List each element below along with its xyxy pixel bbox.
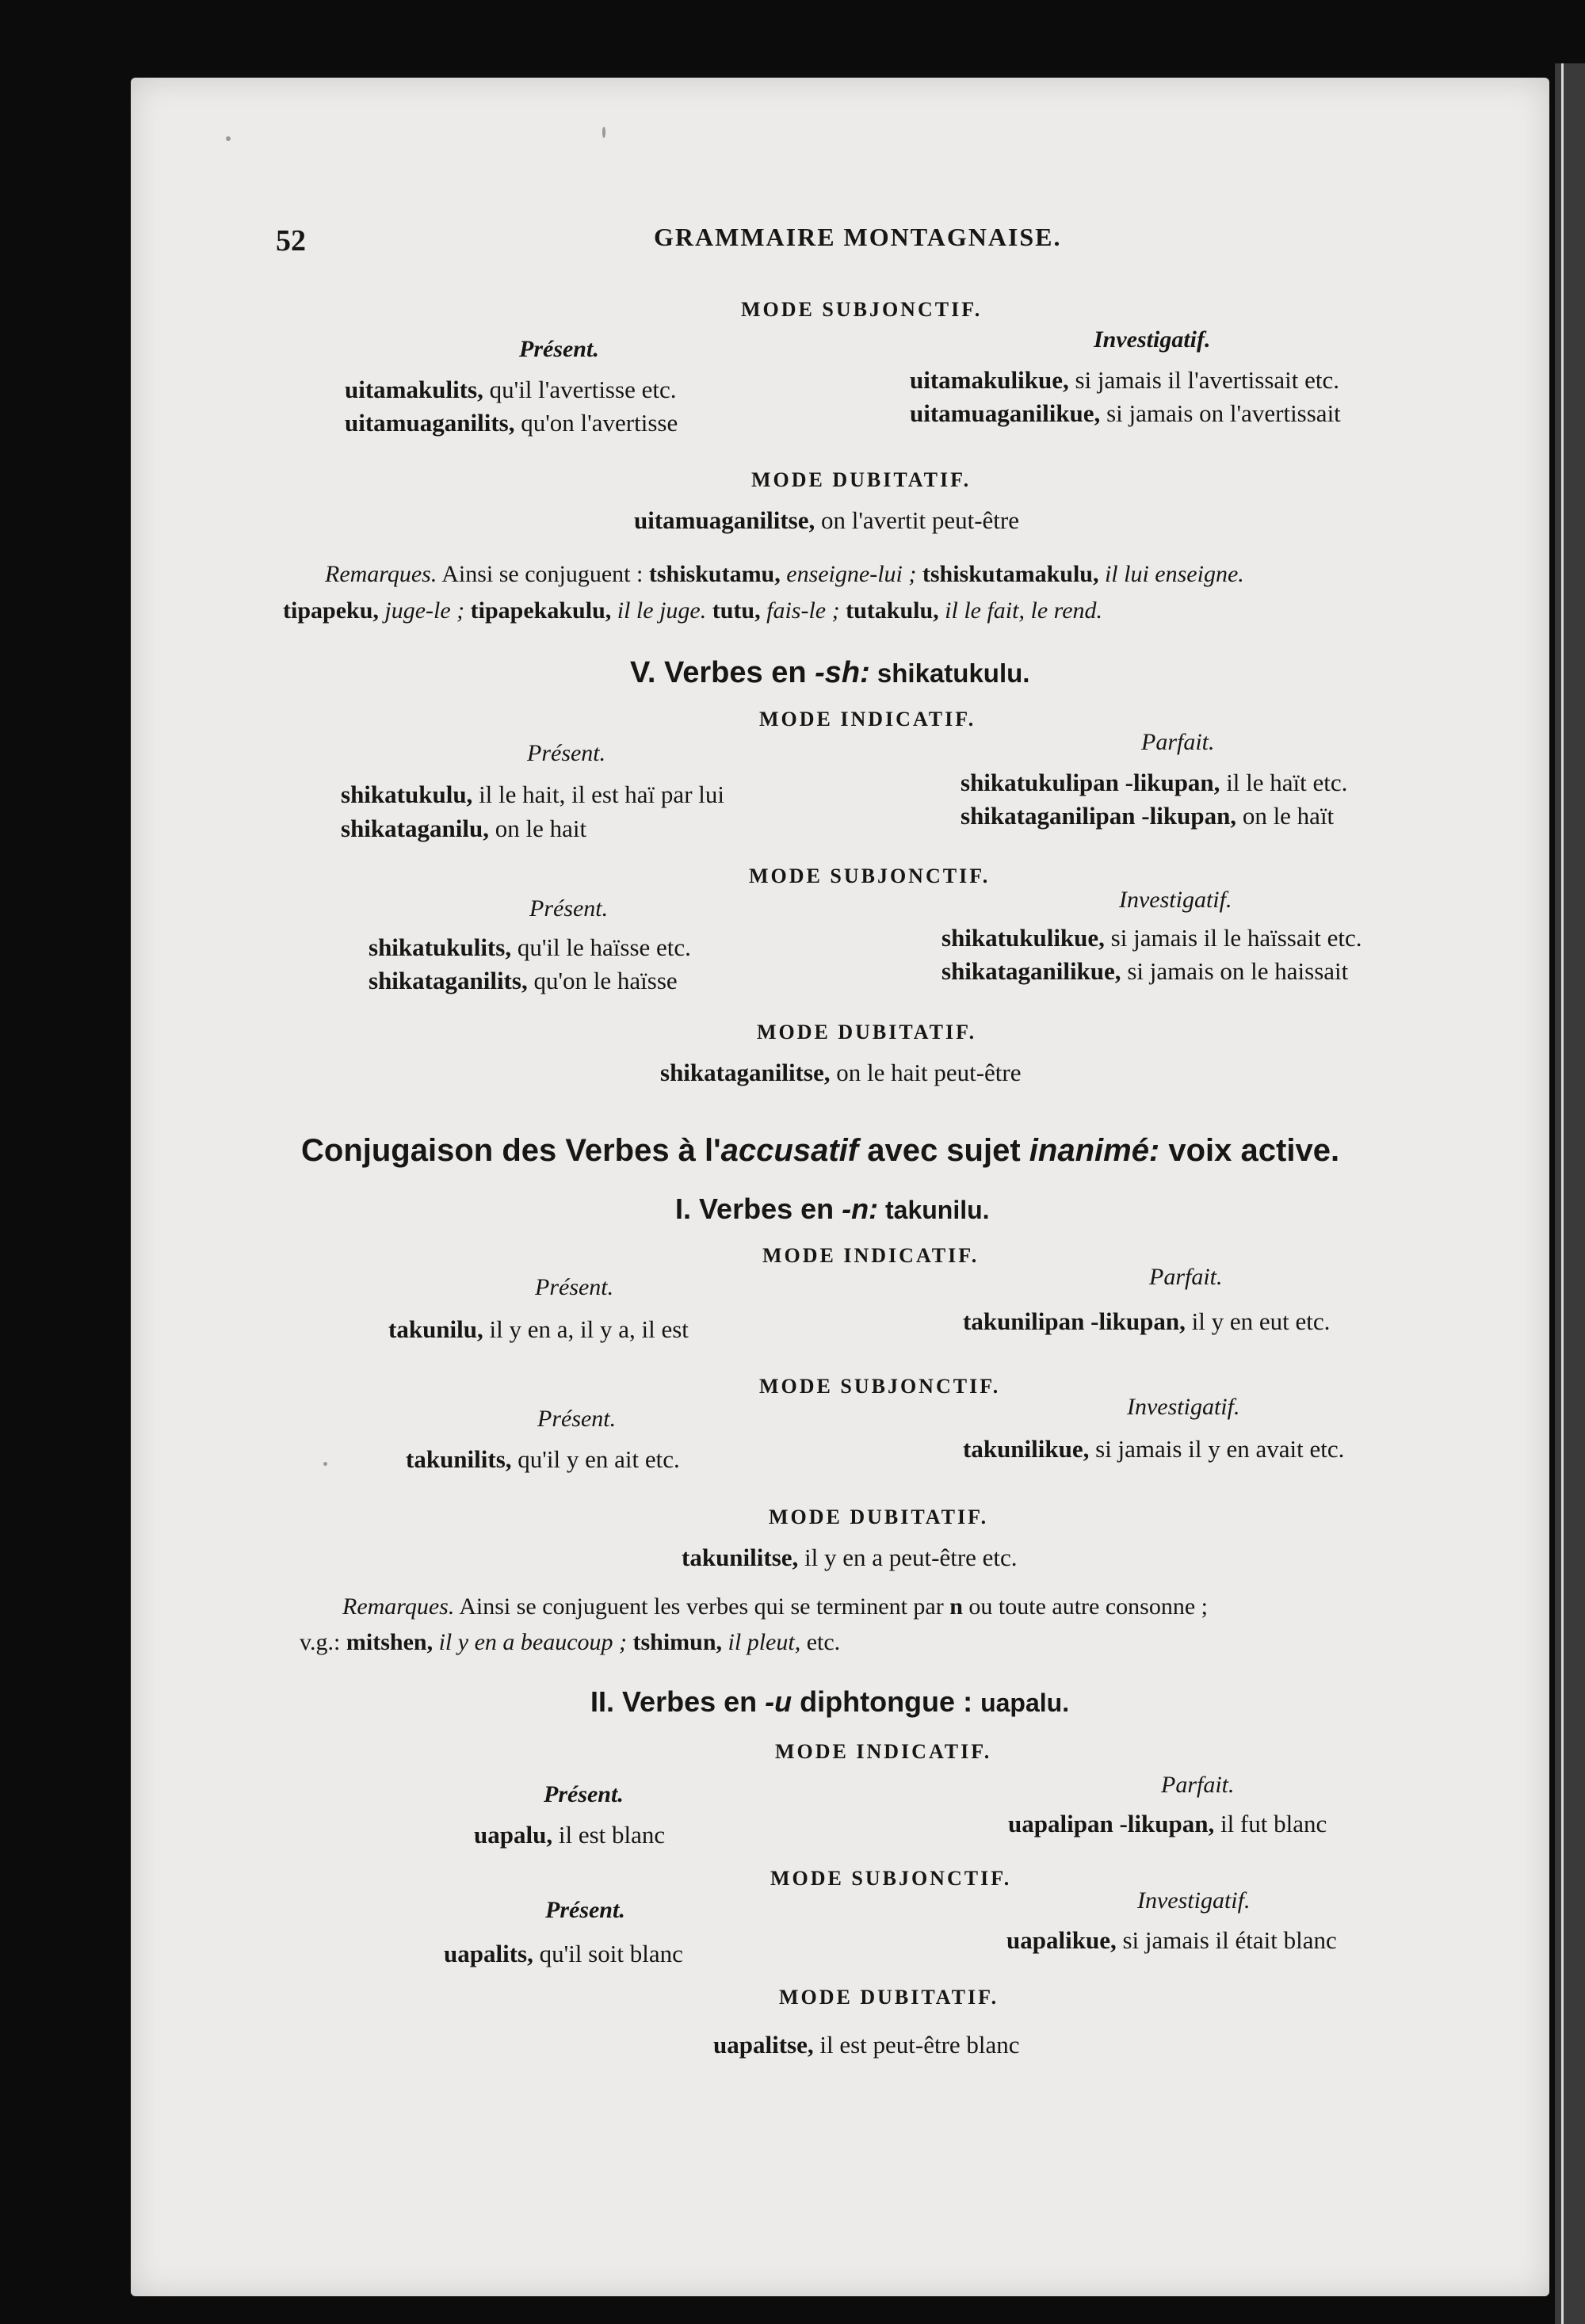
tense-label: Parfait.	[1141, 729, 1215, 755]
conjugation-line: takunilitse, il y en a peut-être etc.	[682, 1544, 1018, 1571]
remarks-line: tipapeku, juge-le ; tipapekakulu, il le juge. tutu, fais-le ; tutakulu, il le fait, le rend.	[283, 597, 1103, 624]
mode-heading: MODE DUBITATIF.	[769, 1505, 989, 1528]
mode-heading: MODE INDICATIF.	[775, 1740, 992, 1763]
mode-heading: MODE DUBITATIF.	[779, 1986, 999, 2009]
tense-label: Parfait.	[1149, 1264, 1223, 1290]
conjugation-line: shikataganilikue, si jamais on le haissait	[941, 957, 1349, 985]
running-title: GRAMMAIRE MONTAGNAISE.	[654, 223, 1062, 251]
conjugation-line: uitamuaganilitse, on l'avertit peut-être	[634, 506, 1019, 534]
conjugation-line: takunilits, qu'il y en ait etc.	[406, 1445, 680, 1473]
conjugation-line: uitamakulits, qu'il l'avertisse etc.	[345, 376, 677, 403]
conjugation-line: shikatukulipan -likupan, il le haït etc.	[961, 769, 1348, 796]
mode-heading: MODE SUBJONCTIF.	[741, 298, 983, 321]
page-speck	[226, 136, 231, 141]
section-heading: I. Verbes en -n: takunilu.	[675, 1193, 990, 1225]
mode-heading: MODE SUBJONCTIF.	[759, 1375, 1001, 1398]
tense-label: Investigatif.	[1119, 887, 1232, 913]
conjugation-line: uapalu, il est blanc	[474, 1821, 666, 1849]
page-speck	[602, 127, 605, 138]
remarks-line: Remarques. Ainsi se conjuguent les verbes qui se terminent par n ou toute autre consonne ;	[342, 1593, 1208, 1620]
section-heading: V. Verbes en -sh: shikatukulu.	[630, 656, 1030, 689]
tense-label: Présent.	[544, 1781, 624, 1807]
tense-label: Présent.	[519, 336, 599, 362]
tense-label: Présent.	[537, 1406, 617, 1432]
section-heading: II. Verbes en -u diphtongue : uapalu.	[590, 1685, 1070, 1718]
conjugation-line: uapalitse, il est peut-être blanc	[713, 2031, 1020, 2059]
tense-label: Présent.	[535, 1274, 614, 1300]
conjugation-line: takunilikue, si jamais il y en avait etc.	[963, 1435, 1345, 1463]
mode-heading: MODE SUBJONCTIF.	[770, 1867, 1012, 1890]
conjugation-line: uapalipan -likupan, il fut blanc	[1008, 1810, 1327, 1837]
remarks-line: Remarques. Ainsi se conjuguent : tshiskutamu, enseigne-lui ; tshiskutamakulu, il lui enseigne.	[325, 561, 1244, 587]
page-speck	[323, 1462, 327, 1466]
mode-heading: MODE DUBITATIF.	[751, 468, 972, 491]
conjugation-line: shikataganilu, on le hait	[341, 815, 587, 842]
conjugation-line: uitamuaganilits, qu'on l'avertisse	[345, 409, 678, 437]
mode-heading: MODE INDICATIF.	[762, 1244, 980, 1267]
mode-heading: MODE INDICATIF.	[759, 708, 976, 731]
conjugation-line: shikataganilitse, on le hait peut-être	[660, 1059, 1022, 1086]
conjugation-line: uapalits, qu'il soit blanc	[444, 1940, 683, 1967]
conjugation-line: uapalikue, si jamais il était blanc	[1006, 1926, 1337, 1954]
tense-label: Investigatif.	[1094, 326, 1211, 353]
tense-label: Présent.	[527, 740, 606, 766]
conjugation-line: uitamuaganilikue, si jamais on l'avertissait	[910, 399, 1341, 427]
mode-heading: MODE SUBJONCTIF.	[749, 864, 991, 887]
conjugation-line: shikataganilits, qu'on le haïsse	[369, 967, 678, 994]
conjugation-line: shikataganilipan -likupan, on le haït	[961, 802, 1335, 830]
facing-page-edge	[1555, 63, 1585, 2324]
tense-label: Investigatif.	[1137, 1887, 1251, 1914]
conjugation-heading: Conjugaison des Verbes à l'accusatif avec sujet inanimé: voix active.	[301, 1133, 1340, 1168]
tense-label: Investigatif.	[1127, 1394, 1240, 1420]
tense-label: Présent.	[529, 895, 609, 922]
remarks-line: v.g.: mitshen, il y en a beaucoup ; tshimun, il pleut, etc.	[300, 1629, 841, 1655]
mode-heading: MODE DUBITATIF.	[757, 1021, 977, 1044]
tense-label: Présent.	[545, 1897, 625, 1923]
conjugation-line: takunilu, il y en a, il y a, il est	[388, 1315, 689, 1343]
conjugation-line: shikatukulu, il le hait, il est haï par lui	[341, 780, 724, 808]
conjugation-line: uitamakulikue, si jamais il l'avertissait etc.	[910, 366, 1340, 394]
conjugation-line: shikatukulits, qu'il le haïsse etc.	[369, 933, 691, 961]
tense-label: Parfait.	[1161, 1772, 1235, 1798]
conjugation-line: shikatukulikue, si jamais il le haïssait etc.	[941, 924, 1362, 952]
page-number: 52	[276, 224, 306, 258]
conjugation-line: takunilipan -likupan, il y en eut etc.	[963, 1307, 1331, 1335]
